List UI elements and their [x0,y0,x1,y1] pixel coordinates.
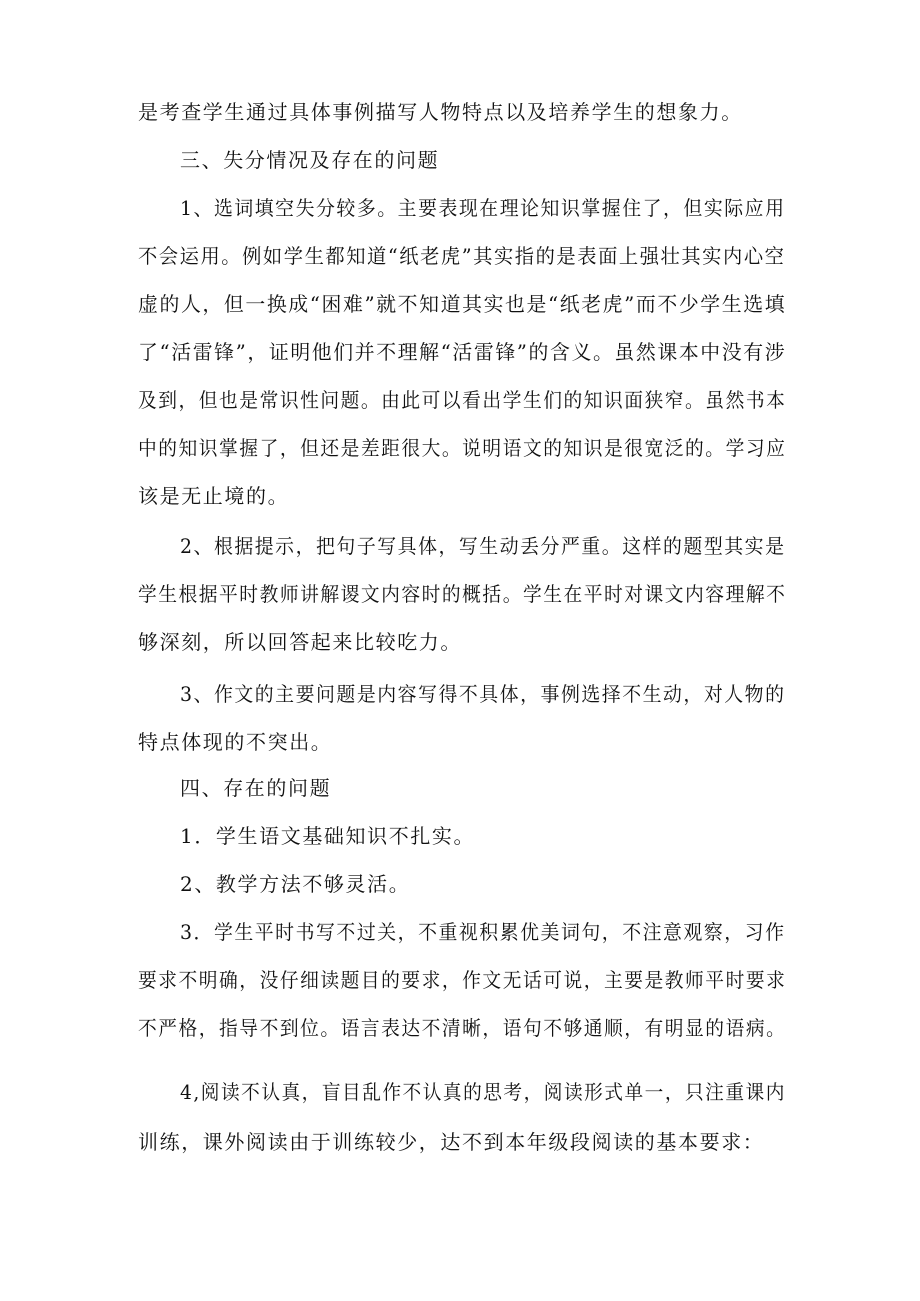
body-line: 是考查学生通过具体事例描写人物特点以及培养学生的想象力。 [138,100,743,124]
paragraph-2-line: 学生根据平时教师讲解谡文内容时的概括。学生在平时对课文内容理解不 [138,582,787,606]
paragraph-1-line: 了“活雷锋”，证明他们并不理解“活雷锋”的含义。虽然课本中没有涉 [138,340,787,364]
paragraph-1-line: 不会运用。例如学生都知道“纸老虎”其实指的是表面上强壮其实内心空 [138,244,786,268]
paragraph-1-line: 虚的人，但一换成“困难”就不知道其实也是“纸老虎”而不少学生选填 [138,292,787,316]
paragraph-1-line: 中的知识掌握了，但还是差距很大。说明语文的知识是很宽泛的。学习应 [138,436,787,460]
paragraph-3-line: 3、作文的主要问题是内容写得不具体，事例选择不生动，对人物的 [180,682,786,706]
issue-item-3-line: 要求不明确，没仔细读题目的要求，作文无话可说，主要是教师平时要求 [138,968,787,992]
paragraph-2-line: 2、根据提示，把句子写具体，写生动丢分严重。这样的题型其实是 [180,534,786,558]
issue-item-3-line: 不严格，指导不到位。语言表达不清晰，语句不够通顺，有明显的语病。 [138,1016,787,1040]
issue-item-4-line: 4,阅读不认真，盲目乱作不认真的思考，阅读形式单一，只注重课内 [180,1080,786,1104]
paragraph-1-line: 1、选词填空失分较多。主要表现在理论知识掌握住了，但实际应用 [180,196,786,220]
issue-item-1: 1．学生语文基础知识不扎实。 [180,824,476,848]
section-heading-3: 三、失分情况及存在的问题 [180,148,440,172]
issue-item-3-line: 3．学生平时书写不过关，不重视积累优美词句，不注意观察，习作 [180,920,786,944]
paragraph-1-line: 该是无止境的。 [138,484,290,508]
section-heading-4: 四、存在的问题 [180,776,332,800]
issue-item-2: 2、教学方法不够灵活。 [180,872,411,896]
paragraph-1-line: 及到，但也是常识性问题。由此可以看出学生们的知识面狭窄。虽然书本 [138,388,787,412]
paragraph-3-line: 特点体现的不突出。 [138,730,333,754]
issue-item-4-line: 训练，课外阅读由于训练较少，达不到本年级段阅读的基本要求： [138,1130,765,1154]
paragraph-2-line: 够深刻，所以回答起来比较吃力。 [138,630,462,654]
